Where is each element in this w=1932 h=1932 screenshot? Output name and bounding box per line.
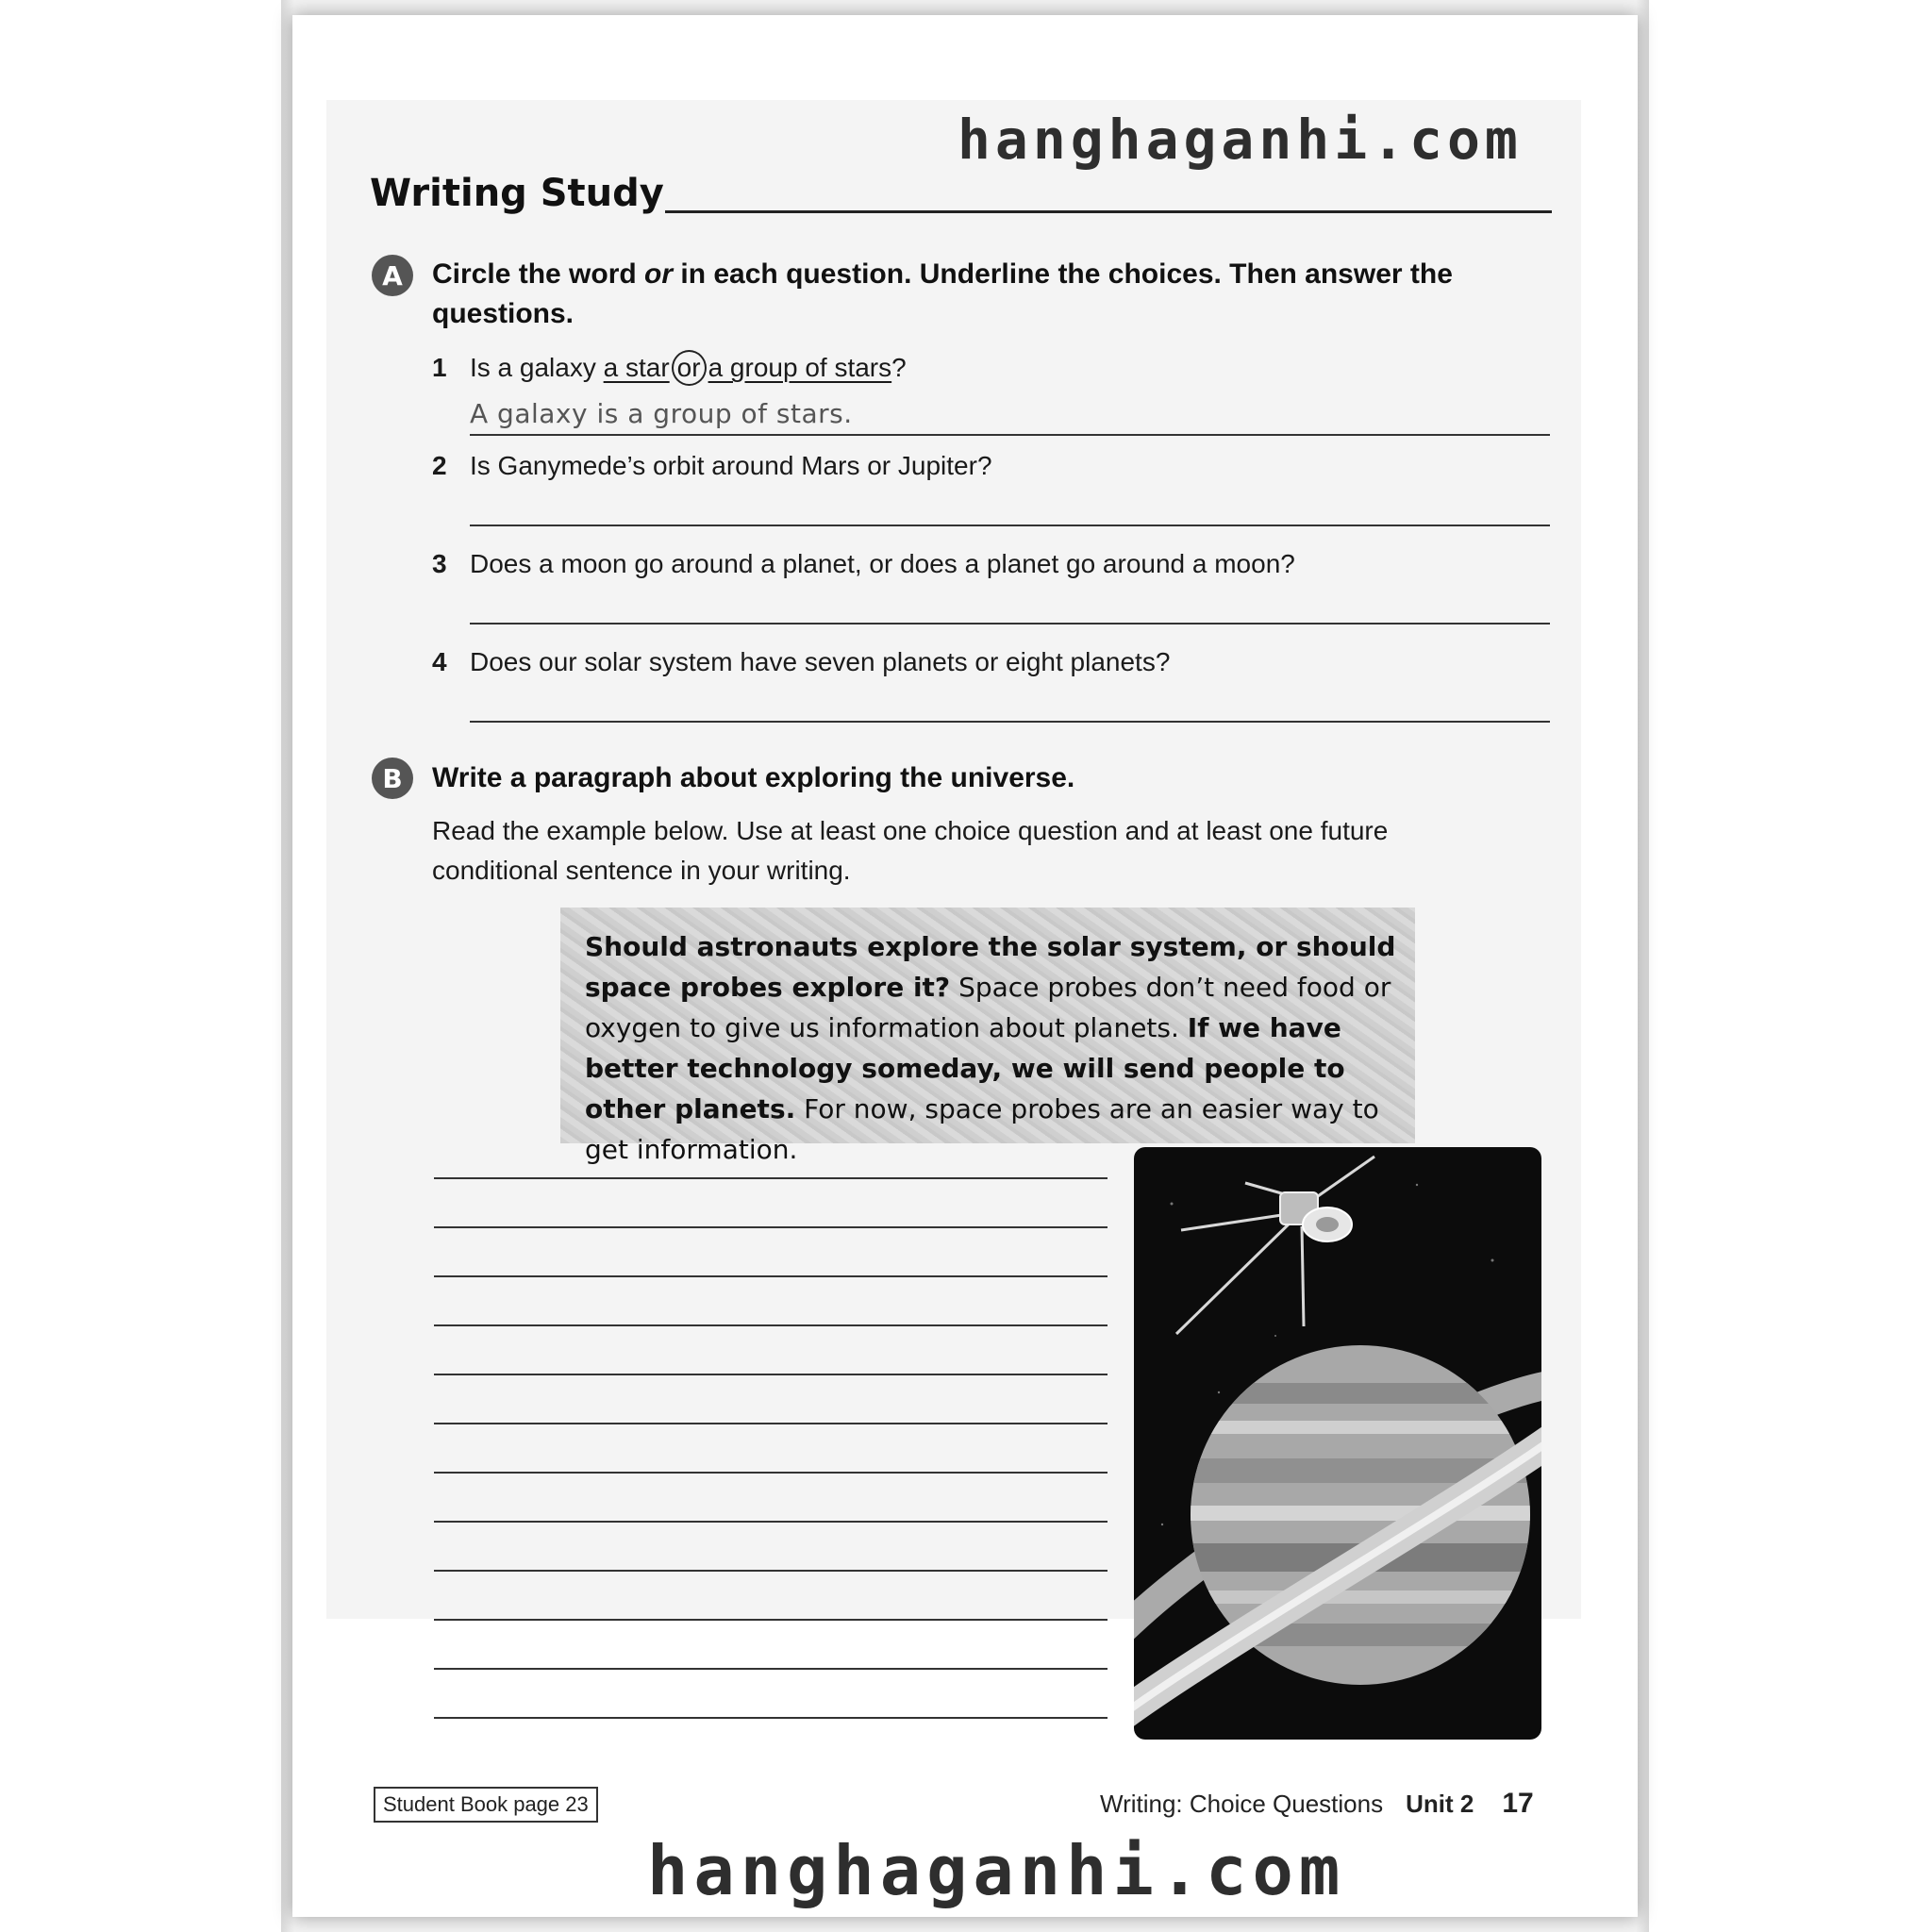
answer-line-1[interactable]	[470, 434, 1550, 436]
title-rule	[665, 210, 1552, 213]
writing-line[interactable]	[434, 1177, 1108, 1179]
circled-or: or	[672, 350, 707, 386]
section-title: Writing Study	[370, 172, 664, 215]
writing-line[interactable]	[434, 1275, 1108, 1277]
student-book-reference: Student Book page 23	[374, 1787, 598, 1823]
question-3: 3 Does a moon go around a planet, or does a planet go around a moon?	[432, 549, 1295, 578]
writing-line[interactable]	[434, 1423, 1108, 1424]
part-b-body: Read the example below. Use at least one choice question and at least one future conditional sentence in your writing.	[432, 816, 1389, 885]
footer-unit: Unit 2	[1406, 1790, 1474, 1818]
question-number: 1	[432, 353, 447, 382]
writing-line[interactable]	[434, 1619, 1108, 1621]
badge-a: A	[372, 255, 413, 296]
footer-section: Writing: Choice Questions	[1100, 1790, 1384, 1818]
part-a-instruction: Circle the word or in each question. Underline the choices. Then answer the questions.	[432, 258, 1453, 329]
writing-line[interactable]	[434, 1226, 1108, 1228]
writing-line[interactable]	[434, 1668, 1108, 1670]
writing-line[interactable]	[434, 1324, 1108, 1326]
choice-underline: a group of stars	[708, 353, 892, 382]
answer-1: A galaxy is a group of stars.	[470, 398, 853, 429]
choice-underline: a star	[603, 353, 670, 382]
answer-line-4[interactable]	[470, 721, 1550, 723]
example-paragraph: Should astronauts explore the solar system, or should space probes explore it? Space probes don’t need food or oxygen to give us information about planets. If we have better technology someday, we will send people to other planets. For now, space probes are an easier way to get information.	[585, 931, 1396, 1165]
probe-body	[1280, 1192, 1352, 1241]
space-illustration	[1134, 1147, 1541, 1740]
writing-line[interactable]	[434, 1472, 1108, 1474]
workbook-page	[292, 15, 1638, 1917]
page-footer	[1100, 1787, 1534, 1821]
watermark-bottom: hanghaganhi.com	[647, 1831, 1346, 1910]
space-probe-and-planet-icon	[1134, 1147, 1541, 1740]
answer-line-2[interactable]	[470, 525, 1550, 526]
question-1: 1 Is a galaxy a star or a group of stars?	[432, 349, 907, 387]
badge-b: B	[372, 758, 413, 799]
writing-line[interactable]	[434, 1521, 1108, 1523]
writing-line[interactable]	[434, 1570, 1108, 1572]
writing-line[interactable]	[434, 1717, 1108, 1719]
question-4: 4 Does our solar system have seven planets or eight planets?	[432, 647, 1171, 676]
page-number: 17	[1502, 1788, 1534, 1819]
space-probe-icon	[1176, 1157, 1374, 1334]
writing-line[interactable]	[434, 1374, 1108, 1375]
part-b-instruction: Write a paragraph about exploring the universe.	[432, 762, 1075, 793]
watermark-top: hanghaganhi.com	[958, 108, 1523, 172]
question-2: 2 Is Ganymede’s orbit around Mars or Jupiter?	[432, 451, 992, 480]
answer-line-3[interactable]	[470, 623, 1550, 625]
